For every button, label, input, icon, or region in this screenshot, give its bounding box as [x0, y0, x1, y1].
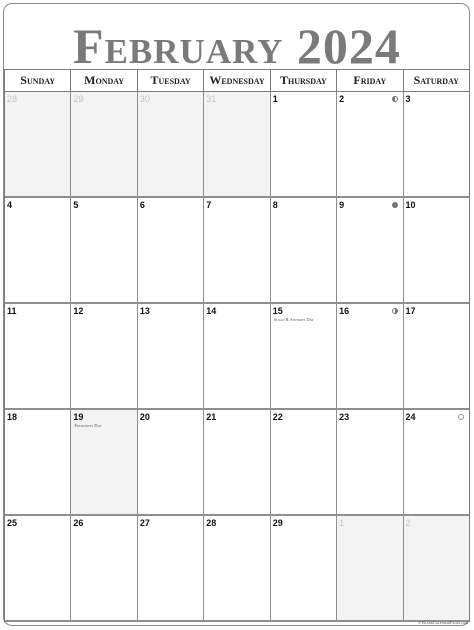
- day-number: 12: [73, 306, 84, 316]
- week-row: [5, 304, 469, 410]
- day-cell: [204, 516, 270, 620]
- weekday-header-wednesday: Wednesday: [204, 70, 270, 91]
- day-cell: [71, 304, 137, 408]
- day-number: 26: [73, 518, 84, 528]
- day-number: 19: [73, 412, 84, 422]
- day-cell: [204, 198, 270, 302]
- day-number: 28: [7, 94, 18, 104]
- day-number: 21: [206, 412, 217, 422]
- day-cell: [5, 410, 71, 514]
- day-cell: [71, 410, 137, 514]
- calendar-grid: [4, 69, 470, 622]
- day-number: 14: [206, 306, 217, 316]
- day-cell: [271, 304, 337, 408]
- moon-phase-first-quarter-icon: [392, 308, 398, 314]
- day-number: 29: [73, 94, 84, 104]
- day-cell: [404, 410, 469, 514]
- week-row: [5, 516, 469, 622]
- week-row: [5, 410, 469, 516]
- day-number: 17: [405, 306, 416, 316]
- moon-phase-last-quarter-icon: [392, 96, 398, 102]
- day-cell: [404, 92, 469, 196]
- day-cell: [71, 198, 137, 302]
- day-cell: [204, 304, 270, 408]
- day-cell: [337, 198, 403, 302]
- footer-credit: © BlankCalendarPages.com: [418, 620, 468, 625]
- weekday-header-saturday: Saturday: [413, 73, 459, 87]
- weekday-header-friday: Friday: [337, 70, 403, 91]
- calendar-weeks: [4, 92, 470, 622]
- day-number: 29: [272, 518, 283, 528]
- day-cell: [271, 92, 337, 196]
- weekday-header-thursday: Thursday: [271, 70, 337, 91]
- day-number: 4: [7, 200, 13, 210]
- holiday-label: Presidents Day: [74, 423, 102, 428]
- day-number: 23: [339, 412, 350, 422]
- day-cell: [138, 304, 204, 408]
- weekday-header-row: [4, 69, 470, 92]
- day-cell: [71, 516, 137, 620]
- day-number: 1: [339, 518, 345, 528]
- day-number: 2: [405, 518, 411, 528]
- day-number: 30: [139, 94, 150, 104]
- day-number: 22: [272, 412, 283, 422]
- day-cell: [5, 516, 71, 620]
- day-cell: [5, 304, 71, 408]
- day-cell: [5, 92, 71, 196]
- day-cell: [138, 516, 204, 620]
- day-number: 16: [339, 306, 350, 316]
- day-cell: [404, 198, 469, 302]
- day-number: 5: [73, 200, 79, 210]
- week-row: [5, 92, 469, 198]
- day-cell: [138, 92, 204, 196]
- day-cell: [204, 92, 270, 196]
- day-cell: [337, 92, 403, 196]
- day-cell: [337, 516, 403, 620]
- holiday-label: Susan B Anthony Day: [273, 317, 314, 322]
- day-number: 1: [272, 94, 278, 104]
- day-cell: [337, 304, 403, 408]
- day-number: 24: [405, 412, 416, 422]
- day-cell: [404, 304, 469, 408]
- day-number: 18: [7, 412, 18, 422]
- day-number: 15: [272, 306, 283, 316]
- day-cell: [404, 516, 469, 620]
- day-number: 28: [206, 518, 217, 528]
- day-number: 3: [405, 94, 411, 104]
- day-cell: [138, 198, 204, 302]
- calendar-title: February 2024: [73, 18, 401, 74]
- week-row: [5, 198, 469, 304]
- day-cell: [271, 410, 337, 514]
- day-cell: [337, 410, 403, 514]
- day-cell: [5, 198, 71, 302]
- day-number: 27: [139, 518, 150, 528]
- day-number: 10: [405, 200, 416, 210]
- day-cell: [71, 92, 137, 196]
- day-cell: [204, 410, 270, 514]
- weekday-header-sunday: Sunday: [5, 70, 71, 91]
- weekday-header-monday: Monday: [71, 70, 137, 91]
- day-number: 20: [139, 412, 150, 422]
- day-number: 6: [139, 200, 145, 210]
- day-number: 9: [339, 200, 345, 210]
- day-number: 8: [272, 200, 278, 210]
- day-number: 13: [139, 306, 150, 316]
- day-number: 25: [7, 518, 18, 528]
- weekday-header-tuesday: Tuesday: [138, 70, 204, 91]
- day-number: 7: [206, 200, 212, 210]
- day-cell: [138, 410, 204, 514]
- day-cell: [271, 516, 337, 620]
- moon-phase-full-icon: [458, 414, 464, 420]
- day-cell: [271, 198, 337, 302]
- day-number: 2: [339, 94, 345, 104]
- day-number: 31: [206, 94, 217, 104]
- day-number: 11: [7, 306, 17, 316]
- moon-phase-new-icon: [392, 202, 398, 208]
